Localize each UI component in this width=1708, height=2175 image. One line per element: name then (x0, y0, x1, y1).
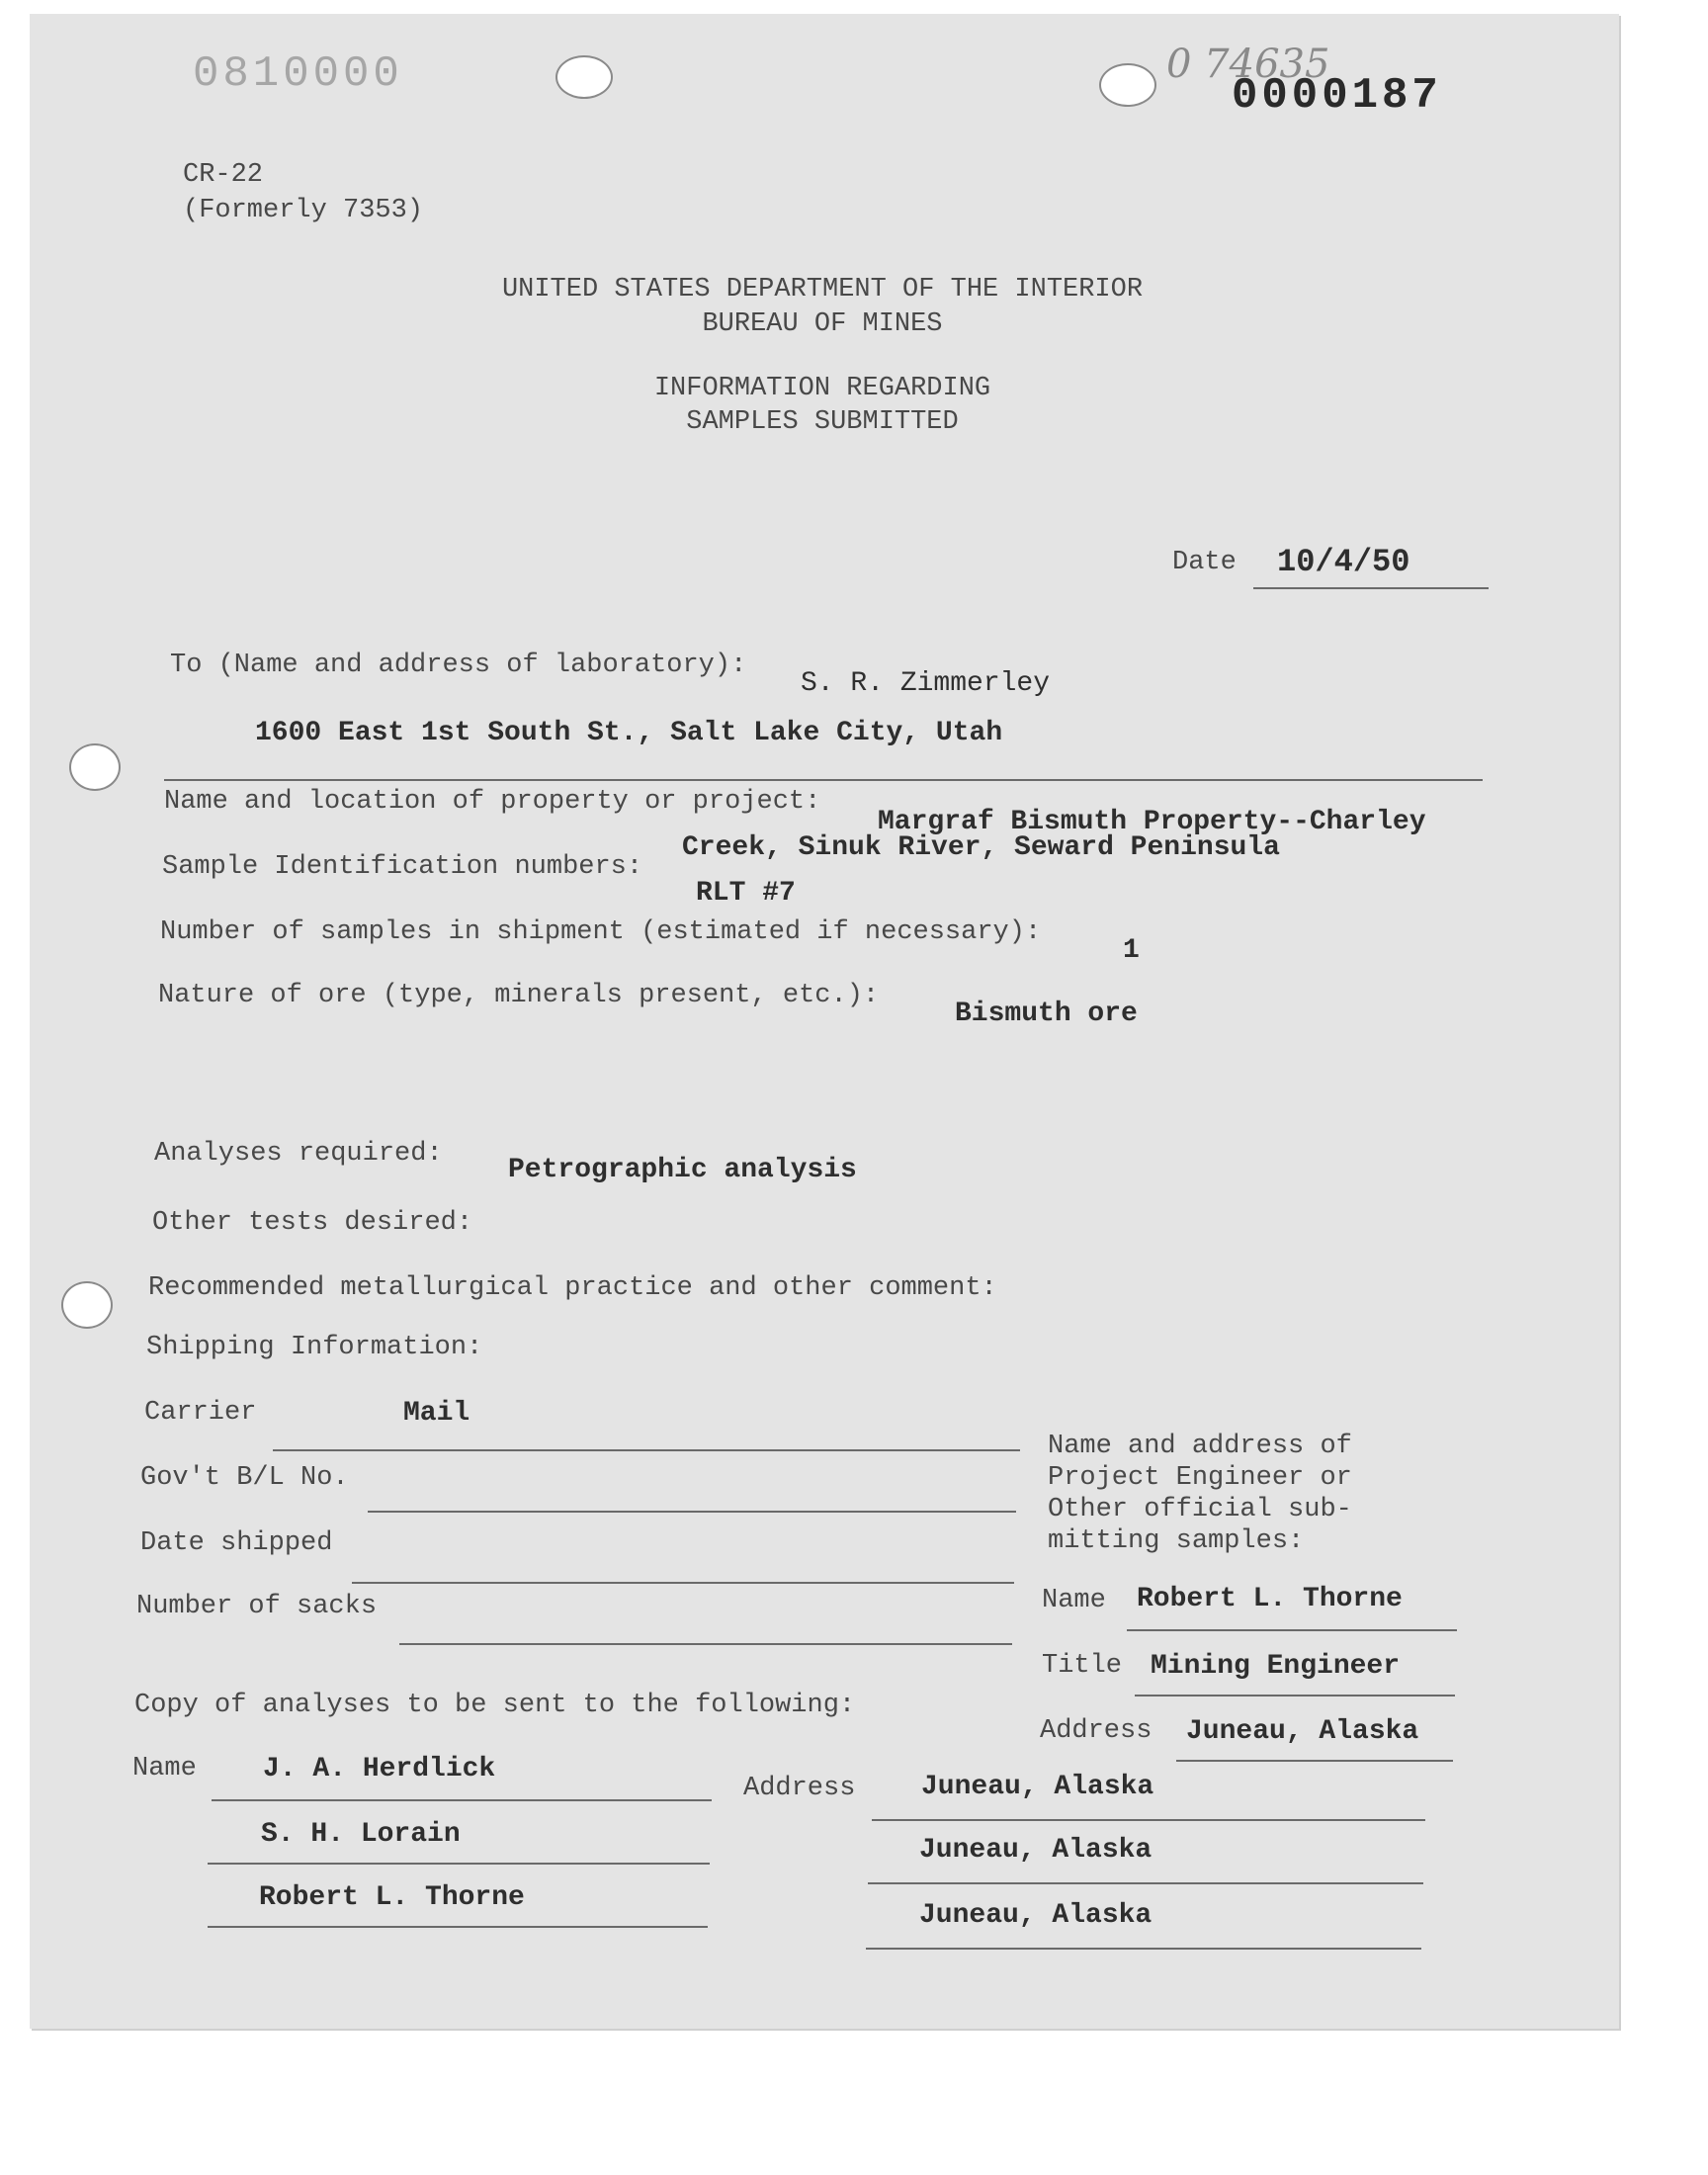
document-number-stamp: 0000187 (1232, 71, 1442, 121)
sample-count-label: Number of samples in shipment (estimated if necessary): (160, 917, 1042, 947)
engineer-name-underline (1127, 1629, 1457, 1631)
copies-address-label: Address (743, 1774, 856, 1803)
recipient-name-3: Robert L. Thorne (259, 1882, 525, 1913)
engineer-address-underline (1176, 1760, 1453, 1762)
engineer-title-underline (1135, 1695, 1455, 1696)
recipient-address-1: Juneau, Alaska (921, 1772, 1154, 1802)
punch-hole-left-upper (69, 743, 121, 791)
property-line-2: Creek, Sinuk River, Seward Peninsula (682, 832, 1280, 863)
date-value: 10/4/50 (1277, 544, 1410, 580)
engineer-title-value: Mining Engineer (1151, 1651, 1401, 1682)
recipient-name-2: S. H. Lorain (261, 1819, 461, 1850)
recipient-address-3: Juneau, Alaska (919, 1900, 1153, 1931)
sample-count-value: 1 (1123, 935, 1140, 966)
form-formerly: (Formerly 7353) (183, 196, 424, 225)
punch-hole-top-right (1099, 63, 1156, 107)
copies-heading: Copy of analyses to be sent to the following: (134, 1691, 856, 1720)
sacks-label: Number of sacks (136, 1592, 378, 1621)
date-shipped-label: Date shipped (140, 1528, 333, 1558)
engineer-name-value: Robert L. Thorne (1137, 1584, 1403, 1614)
bl-number-label: Gov't B/L No. (140, 1463, 349, 1493)
date-shipped-underline (352, 1582, 1014, 1584)
analyses-label: Analyses required: (154, 1139, 443, 1169)
recipient-name-underline-1 (212, 1799, 712, 1801)
engineer-heading-2: Project Engineer or (1048, 1463, 1352, 1493)
engineer-title-label: Title (1042, 1651, 1123, 1681)
recipient-address-underline-1 (872, 1819, 1425, 1821)
date-label: Date (1172, 548, 1237, 577)
engineer-heading-1: Name and address of (1048, 1432, 1352, 1461)
engineer-address-value: Juneau, Alaska (1186, 1716, 1419, 1747)
carrier-underline (273, 1449, 1020, 1451)
carrier-value: Mail (403, 1398, 470, 1429)
laboratory-underline (164, 779, 1483, 781)
handwritten-number: 0 74635 (1166, 42, 1330, 87)
punch-hole-top-left (555, 55, 613, 99)
engineer-address-label: Address (1040, 1716, 1153, 1746)
recipient-address-underline-2 (868, 1882, 1423, 1884)
sample-ids-value: RLT #7 (696, 878, 796, 909)
recommended-label: Recommended metallurgical practice and other comment: (148, 1273, 997, 1303)
punch-hole-left-lower (61, 1281, 113, 1329)
recipient-address-underline-3 (866, 1948, 1421, 1950)
date-underline (1253, 587, 1489, 589)
ore-nature-value: Bismuth ore (955, 999, 1138, 1029)
page-title-line-1: INFORMATION REGARDING (653, 374, 991, 403)
bl-number-underline (368, 1511, 1016, 1513)
recipient-address-2: Juneau, Alaska (919, 1835, 1153, 1866)
engineer-heading-4: mitting samples: (1048, 1526, 1305, 1556)
recipient-name-1: J. A. Herdlick (263, 1754, 496, 1784)
sacks-underline (399, 1643, 1012, 1645)
page-title-line-2: SAMPLES SUBMITTED (686, 407, 959, 437)
bureau-heading: BUREAU OF MINES (702, 309, 943, 339)
copies-name-label: Name (132, 1754, 197, 1784)
engineer-name-label: Name (1042, 1586, 1106, 1615)
carrier-label: Carrier (144, 1398, 257, 1428)
laboratory-label: To (Name and address of laboratory): (170, 651, 747, 680)
shipping-heading: Shipping Information: (146, 1333, 483, 1362)
property-line-1: Margraf Bismuth Property--Charley (878, 807, 1426, 837)
engineer-heading-3: Other official sub- (1048, 1495, 1352, 1524)
department-heading: UNITED STATES DEPARTMENT OF THE INTERIOR (501, 275, 1144, 304)
old-stamp-number: 0810000 (193, 49, 403, 99)
laboratory-name: S. R. Zimmerley (801, 668, 1051, 699)
laboratory-address: 1600 East 1st South St., Salt Lake City, Utah (255, 718, 1003, 748)
property-label: Name and location of property or project: (164, 787, 821, 817)
other-tests-label: Other tests desired: (152, 1208, 473, 1238)
analyses-value: Petrographic analysis (508, 1155, 857, 1185)
ore-nature-label: Nature of ore (type, minerals present, etc.): (158, 981, 880, 1010)
recipient-name-underline-3 (208, 1926, 708, 1928)
form-code: CR-22 (183, 160, 264, 190)
recipient-name-underline-2 (208, 1863, 710, 1865)
sample-ids-label: Sample Identification numbers: (162, 852, 643, 882)
